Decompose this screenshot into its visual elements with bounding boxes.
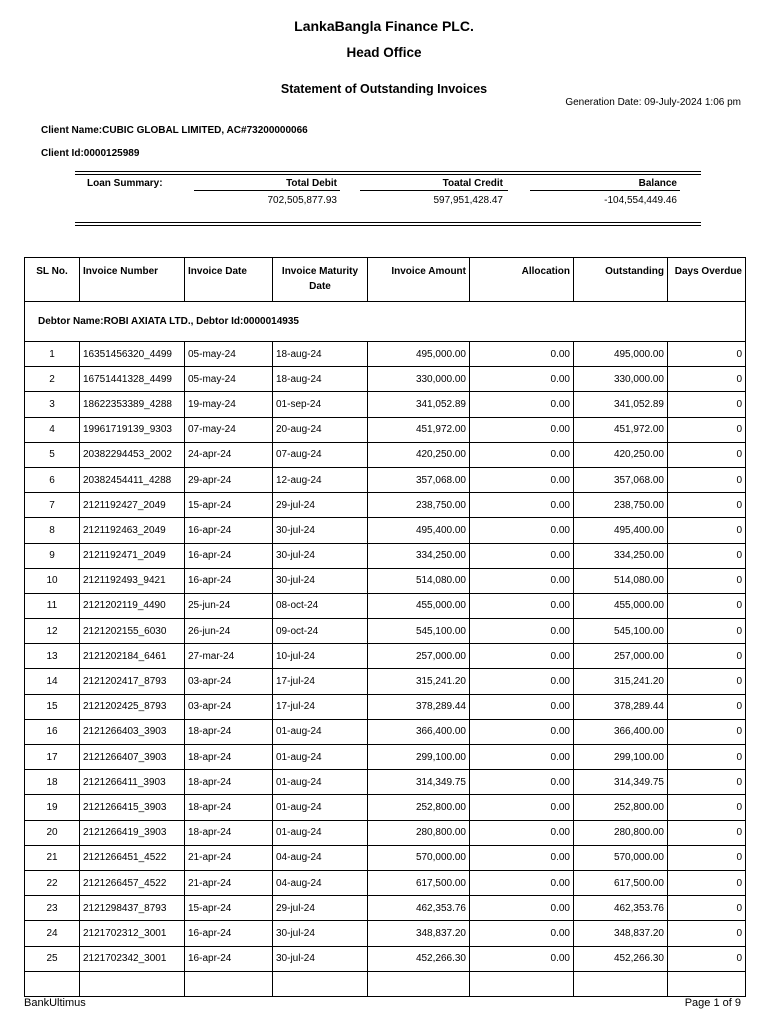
table-row: [25, 392, 746, 417]
cell-outstanding: 314,349.75: [574, 770, 668, 795]
cell-invoice-number: 16751441328_4499: [80, 367, 185, 392]
table-row: [25, 845, 746, 870]
cell-sl-no: 25: [25, 946, 80, 971]
cell-allocation: 0.00: [470, 467, 574, 492]
debtor-row: [25, 302, 746, 342]
cell-invoice-number: 2121702312_3001: [80, 921, 185, 946]
client-name: Client Name:CUBIC GLOBAL LIMITED, AC#73200000066: [41, 125, 308, 136]
col-sl-no: SL No.: [25, 258, 80, 302]
cell-maturity-date: 18-aug-24: [273, 342, 368, 367]
cell-allocation: 0.00: [470, 593, 574, 618]
cell-invoice-amount: 315,241.20: [368, 669, 470, 694]
table-row: [25, 543, 746, 568]
cell-days-overdue: 0: [668, 593, 746, 618]
cell-sl-no: 2: [25, 367, 80, 392]
cell-days-overdue: 0: [668, 467, 746, 492]
cell-invoice-amount: 299,100.00: [368, 745, 470, 770]
cell-invoice-number: 2121192471_2049: [80, 543, 185, 568]
cell-maturity-date: 29-jul-24: [273, 896, 368, 921]
cell-allocation: 0.00: [470, 719, 574, 744]
cell-invoice-number: 20382454411_4288: [80, 467, 185, 492]
office-name: Head Office: [346, 45, 422, 60]
cell-invoice-amount: 366,400.00: [368, 719, 470, 744]
cell-allocation: 0.00: [470, 493, 574, 518]
cell-outstanding: 495,000.00: [574, 342, 668, 367]
cell-invoice-date: 27-mar-24: [185, 644, 273, 669]
cell-days-overdue: 0: [668, 770, 746, 795]
cell-invoice-amount: 452,266.30: [368, 946, 470, 971]
cell-days-overdue: 0: [668, 367, 746, 392]
cell-invoice-number: 2121266407_3903: [80, 745, 185, 770]
cell-maturity-date: 04-aug-24: [273, 845, 368, 870]
balance-value: -104,554,449.46: [604, 195, 677, 206]
table-row: [25, 467, 746, 492]
cell-invoice-date: 16-apr-24: [185, 543, 273, 568]
cell-invoice-date: 05-may-24: [185, 367, 273, 392]
cell-invoice-number: 2121266419_3903: [80, 820, 185, 845]
cell-maturity-date: 30-jul-24: [273, 568, 368, 593]
cell-days-overdue: 0: [668, 719, 746, 744]
cell-days-overdue: 0: [668, 342, 746, 367]
cell-sl-no: 13: [25, 644, 80, 669]
cell-days-overdue: 0: [668, 442, 746, 467]
cell-sl-no: 21: [25, 845, 80, 870]
cell-invoice-number: 2121192493_9421: [80, 568, 185, 593]
cell-invoice-date: 16-apr-24: [185, 568, 273, 593]
table-row: [25, 745, 746, 770]
cell-days-overdue: 0: [668, 745, 746, 770]
cell-maturity-date: 07-aug-24: [273, 442, 368, 467]
cell-allocation: 0.00: [470, 921, 574, 946]
table-row: [25, 493, 746, 518]
cell-empty: [470, 971, 574, 996]
cell-days-overdue: 0: [668, 795, 746, 820]
cell-invoice-date: 03-apr-24: [185, 694, 273, 719]
cell-invoice-amount: 451,972.00: [368, 417, 470, 442]
cell-maturity-date: 04-aug-24: [273, 870, 368, 895]
col-invoice-amount: Invoice Amount: [368, 258, 470, 302]
cell-invoice-amount: 280,800.00: [368, 820, 470, 845]
cell-sl-no: 15: [25, 694, 80, 719]
cell-maturity-date: 01-sep-24: [273, 392, 368, 417]
cell-maturity-date: 01-aug-24: [273, 820, 368, 845]
cell-days-overdue: 0: [668, 694, 746, 719]
cell-allocation: 0.00: [470, 644, 574, 669]
cell-invoice-amount: 348,837.20: [368, 921, 470, 946]
cell-days-overdue: 0: [668, 568, 746, 593]
cell-maturity-date: 29-jul-24: [273, 493, 368, 518]
cell-invoice-date: 07-may-24: [185, 417, 273, 442]
cell-empty: [25, 971, 80, 996]
cell-empty: [80, 971, 185, 996]
cell-maturity-date: 30-jul-24: [273, 543, 368, 568]
cell-invoice-amount: 495,400.00: [368, 518, 470, 543]
cell-outstanding: 617,500.00: [574, 870, 668, 895]
cell-invoice-number: 2121298437_8793: [80, 896, 185, 921]
loan-summary-label: Loan Summary:: [87, 178, 163, 189]
cell-invoice-date: 29-apr-24: [185, 467, 273, 492]
cell-invoice-number: 2121202155_6030: [80, 619, 185, 644]
cell-allocation: 0.00: [470, 845, 574, 870]
table-row: [25, 921, 746, 946]
cell-sl-no: 5: [25, 442, 80, 467]
table-row: [25, 870, 746, 895]
table-row: [25, 442, 746, 467]
cell-days-overdue: 0: [668, 518, 746, 543]
cell-invoice-number: 20382294453_2002: [80, 442, 185, 467]
cell-invoice-number: 2121266451_4522: [80, 845, 185, 870]
col-allocation: Allocation: [470, 258, 574, 302]
cell-allocation: 0.00: [470, 417, 574, 442]
cell-allocation: 0.00: [470, 770, 574, 795]
total-credit-underline: [360, 190, 508, 191]
cell-outstanding: 341,052.89: [574, 392, 668, 417]
cell-allocation: 0.00: [470, 694, 574, 719]
cell-sl-no: 1: [25, 342, 80, 367]
cell-invoice-number: 2121202184_6461: [80, 644, 185, 669]
cell-invoice-number: 2121266403_3903: [80, 719, 185, 744]
cell-sl-no: 16: [25, 719, 80, 744]
cell-maturity-date: 17-jul-24: [273, 694, 368, 719]
cell-maturity-date: 01-aug-24: [273, 719, 368, 744]
cell-days-overdue: 0: [668, 921, 746, 946]
cell-invoice-amount: 341,052.89: [368, 392, 470, 417]
cell-allocation: 0.00: [470, 568, 574, 593]
cell-allocation: 0.00: [470, 543, 574, 568]
cell-outstanding: 315,241.20: [574, 669, 668, 694]
cell-invoice-number: 19961719139_9303: [80, 417, 185, 442]
cell-allocation: 0.00: [470, 896, 574, 921]
cell-invoice-amount: 617,500.00: [368, 870, 470, 895]
table-row: [25, 795, 746, 820]
cell-invoice-amount: 378,289.44: [368, 694, 470, 719]
cell-outstanding: 452,266.30: [574, 946, 668, 971]
cell-invoice-amount: 420,250.00: [368, 442, 470, 467]
cell-sl-no: 18: [25, 770, 80, 795]
total-credit-label: Toatal Credit: [442, 178, 503, 189]
cell-empty: [368, 971, 470, 996]
col-invoice-number: Invoice Number: [80, 258, 185, 302]
cell-outstanding: 357,068.00: [574, 467, 668, 492]
col-days-overdue: Days Overdue: [668, 258, 746, 302]
cell-maturity-date: 20-aug-24: [273, 417, 368, 442]
cell-sl-no: 22: [25, 870, 80, 895]
cell-invoice-number: 2121202417_8793: [80, 669, 185, 694]
cell-allocation: 0.00: [470, 619, 574, 644]
total-debit-underline: [194, 190, 340, 191]
cell-sl-no: 12: [25, 619, 80, 644]
col-invoice-date: Invoice Date: [185, 258, 273, 302]
cell-sl-no: 10: [25, 568, 80, 593]
footer-brand: BankUltimus: [24, 997, 86, 1009]
cell-empty: [273, 971, 368, 996]
cell-sl-no: 24: [25, 921, 80, 946]
cell-maturity-date: 18-aug-24: [273, 367, 368, 392]
table-row: [25, 669, 746, 694]
cell-empty: [574, 971, 668, 996]
cell-invoice-date: 18-apr-24: [185, 770, 273, 795]
cell-days-overdue: 0: [668, 392, 746, 417]
cell-outstanding: 257,000.00: [574, 644, 668, 669]
company-name: LankaBangla Finance PLC.: [294, 18, 474, 34]
cell-invoice-amount: 570,000.00: [368, 845, 470, 870]
cell-maturity-date: 30-jul-24: [273, 921, 368, 946]
cell-sl-no: 7: [25, 493, 80, 518]
cell-invoice-date: 18-apr-24: [185, 719, 273, 744]
cell-allocation: 0.00: [470, 342, 574, 367]
cell-outstanding: 299,100.00: [574, 745, 668, 770]
table-row: [25, 770, 746, 795]
cell-allocation: 0.00: [470, 442, 574, 467]
cell-invoice-number: 2121266415_3903: [80, 795, 185, 820]
summary-top-rule: [75, 171, 701, 175]
cell-invoice-date: 21-apr-24: [185, 870, 273, 895]
cell-invoice-date: 24-apr-24: [185, 442, 273, 467]
cell-sl-no: 23: [25, 896, 80, 921]
cell-invoice-amount: 238,750.00: [368, 493, 470, 518]
invoice-table-container: [24, 257, 745, 997]
table-row: [25, 719, 746, 744]
invoice-table-body: [25, 302, 746, 997]
balance-underline: [530, 190, 680, 191]
cell-outstanding: 455,000.00: [574, 593, 668, 618]
cell-invoice-number: 16351456320_4499: [80, 342, 185, 367]
cell-days-overdue: 0: [668, 669, 746, 694]
cell-days-overdue: 0: [668, 493, 746, 518]
cell-allocation: 0.00: [470, 795, 574, 820]
cell-empty: [668, 971, 746, 996]
cell-maturity-date: 09-oct-24: [273, 619, 368, 644]
debtor-info: Debtor Name:ROBI AXIATA LTD., Debtor Id:0000014935: [25, 302, 746, 342]
table-row-partial: [25, 971, 746, 996]
invoice-table: [24, 257, 746, 997]
cell-days-overdue: 0: [668, 417, 746, 442]
cell-maturity-date: 30-jul-24: [273, 518, 368, 543]
table-row: [25, 896, 746, 921]
cell-outstanding: 378,289.44: [574, 694, 668, 719]
cell-outstanding: 451,972.00: [574, 417, 668, 442]
cell-sl-no: 19: [25, 795, 80, 820]
cell-invoice-amount: 495,000.00: [368, 342, 470, 367]
cell-days-overdue: 0: [668, 946, 746, 971]
col-invoice-maturity-date: Invoice Maturity Date: [273, 258, 368, 302]
cell-invoice-number: 2121702342_3001: [80, 946, 185, 971]
cell-maturity-date: 10-jul-24: [273, 644, 368, 669]
cell-days-overdue: 0: [668, 619, 746, 644]
cell-maturity-date: 01-aug-24: [273, 745, 368, 770]
table-row: [25, 342, 746, 367]
cell-days-overdue: 0: [668, 845, 746, 870]
cell-outstanding: 514,080.00: [574, 568, 668, 593]
cell-invoice-amount: 252,800.00: [368, 795, 470, 820]
table-row: [25, 619, 746, 644]
table-row: [25, 820, 746, 845]
cell-sl-no: 6: [25, 467, 80, 492]
cell-maturity-date: 01-aug-24: [273, 770, 368, 795]
cell-outstanding: 330,000.00: [574, 367, 668, 392]
balance-label: Balance: [638, 178, 677, 189]
cell-invoice-amount: 545,100.00: [368, 619, 470, 644]
cell-invoice-amount: 330,000.00: [368, 367, 470, 392]
cell-invoice-date: 15-apr-24: [185, 493, 273, 518]
total-debit-value: 702,505,877.93: [267, 195, 337, 206]
cell-invoice-number: 2121266411_3903: [80, 770, 185, 795]
cell-sl-no: 14: [25, 669, 80, 694]
total-credit-value: 597,951,428.47: [433, 195, 503, 206]
cell-invoice-date: 18-apr-24: [185, 820, 273, 845]
cell-maturity-date: 17-jul-24: [273, 669, 368, 694]
cell-invoice-amount: 455,000.00: [368, 593, 470, 618]
client-id: Client Id:0000125989: [41, 148, 140, 159]
table-row: [25, 518, 746, 543]
cell-outstanding: 545,100.00: [574, 619, 668, 644]
cell-maturity-date: 01-aug-24: [273, 795, 368, 820]
cell-sl-no: 3: [25, 392, 80, 417]
cell-days-overdue: 0: [668, 896, 746, 921]
cell-allocation: 0.00: [470, 392, 574, 417]
cell-invoice-date: 26-jun-24: [185, 619, 273, 644]
table-row: [25, 367, 746, 392]
generation-date: Generation Date: 09-July-2024 1:06 pm: [565, 97, 741, 108]
cell-allocation: 0.00: [470, 870, 574, 895]
cell-invoice-amount: 314,349.75: [368, 770, 470, 795]
cell-invoice-date: 16-apr-24: [185, 946, 273, 971]
table-row: [25, 417, 746, 442]
total-debit-label: Total Debit: [286, 178, 337, 189]
page-number: Page 1 of 9: [684, 997, 741, 1009]
cell-empty: [185, 971, 273, 996]
cell-outstanding: 495,400.00: [574, 518, 668, 543]
cell-invoice-date: 05-may-24: [185, 342, 273, 367]
statement-title: Statement of Outstanding Invoices: [280, 82, 488, 96]
table-row: [25, 946, 746, 971]
cell-allocation: 0.00: [470, 367, 574, 392]
table-row: [25, 593, 746, 618]
cell-allocation: 0.00: [470, 745, 574, 770]
cell-invoice-date: 03-apr-24: [185, 669, 273, 694]
cell-invoice-number: 2121202119_4490: [80, 593, 185, 618]
table-row: [25, 694, 746, 719]
table-row: [25, 644, 746, 669]
cell-days-overdue: 0: [668, 820, 746, 845]
cell-outstanding: 462,353.76: [574, 896, 668, 921]
table-row: [25, 568, 746, 593]
cell-outstanding: 420,250.00: [574, 442, 668, 467]
cell-sl-no: 8: [25, 518, 80, 543]
table-header-row: [25, 258, 746, 302]
cell-invoice-date: 21-apr-24: [185, 845, 273, 870]
cell-invoice-amount: 462,353.76: [368, 896, 470, 921]
cell-outstanding: 334,250.00: [574, 543, 668, 568]
cell-invoice-amount: 257,000.00: [368, 644, 470, 669]
cell-outstanding: 238,750.00: [574, 493, 668, 518]
cell-invoice-date: 19-may-24: [185, 392, 273, 417]
cell-days-overdue: 0: [668, 543, 746, 568]
cell-invoice-date: 16-apr-24: [185, 921, 273, 946]
cell-allocation: 0.00: [470, 518, 574, 543]
cell-maturity-date: 12-aug-24: [273, 467, 368, 492]
cell-invoice-date: 16-apr-24: [185, 518, 273, 543]
cell-invoice-amount: 514,080.00: [368, 568, 470, 593]
cell-invoice-number: 2121192427_2049: [80, 493, 185, 518]
cell-outstanding: 570,000.00: [574, 845, 668, 870]
cell-sl-no: 11: [25, 593, 80, 618]
cell-outstanding: 366,400.00: [574, 719, 668, 744]
cell-invoice-number: 2121192463_2049: [80, 518, 185, 543]
cell-invoice-number: 2121202425_8793: [80, 694, 185, 719]
cell-days-overdue: 0: [668, 870, 746, 895]
cell-maturity-date: 30-jul-24: [273, 946, 368, 971]
cell-outstanding: 348,837.20: [574, 921, 668, 946]
cell-invoice-number: 18622353389_4288: [80, 392, 185, 417]
col-outstanding: Outstanding: [574, 258, 668, 302]
cell-invoice-date: 15-apr-24: [185, 896, 273, 921]
summary-bottom-rule: [75, 222, 701, 226]
cell-days-overdue: 0: [668, 644, 746, 669]
cell-invoice-amount: 357,068.00: [368, 467, 470, 492]
cell-sl-no: 17: [25, 745, 80, 770]
cell-sl-no: 4: [25, 417, 80, 442]
cell-outstanding: 252,800.00: [574, 795, 668, 820]
cell-invoice-number: 2121266457_4522: [80, 870, 185, 895]
cell-invoice-date: 18-apr-24: [185, 795, 273, 820]
cell-maturity-date: 08-oct-24: [273, 593, 368, 618]
cell-allocation: 0.00: [470, 820, 574, 845]
cell-invoice-date: 25-jun-24: [185, 593, 273, 618]
cell-outstanding: 280,800.00: [574, 820, 668, 845]
cell-allocation: 0.00: [470, 946, 574, 971]
cell-allocation: 0.00: [470, 669, 574, 694]
cell-sl-no: 20: [25, 820, 80, 845]
cell-invoice-date: 18-apr-24: [185, 745, 273, 770]
cell-sl-no: 9: [25, 543, 80, 568]
cell-invoice-amount: 334,250.00: [368, 543, 470, 568]
